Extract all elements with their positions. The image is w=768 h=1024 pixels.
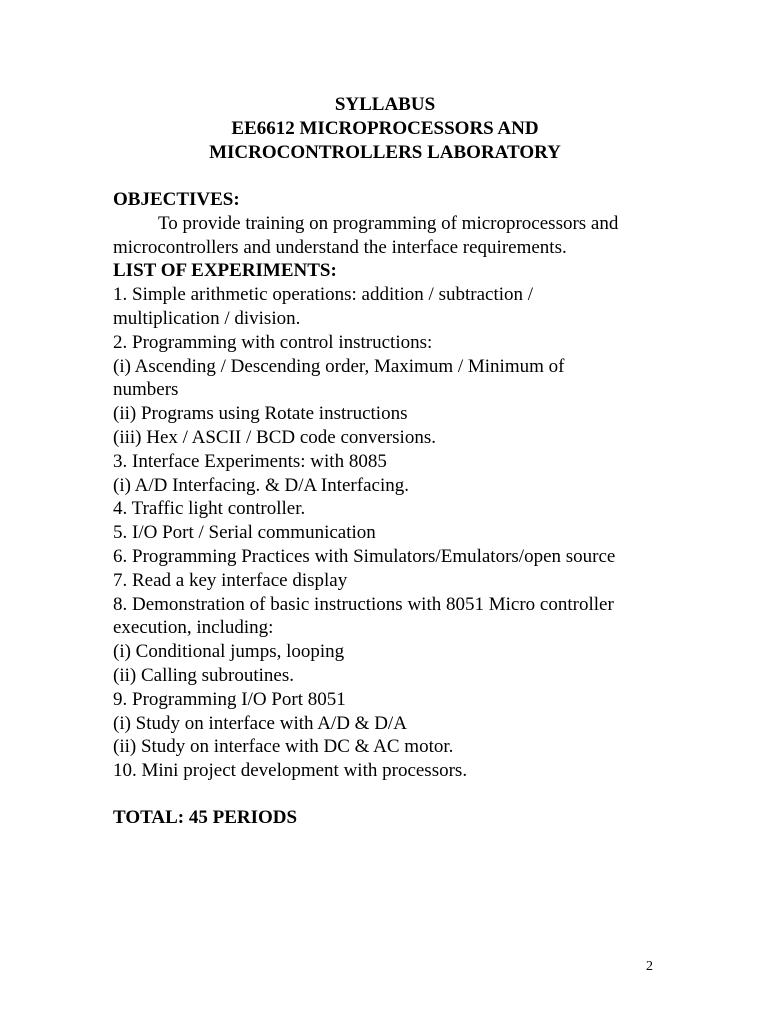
list-item: (iii) Hex / ASCII / BCD code conversions.	[113, 426, 436, 448]
list-item: 7. Read a key interface display	[113, 569, 348, 591]
list-item: execution, including:	[113, 617, 274, 639]
list-item: (i) Conditional jumps, looping	[113, 641, 345, 663]
list-item: (ii) Calling subroutines.	[113, 664, 295, 686]
list-item: multiplication / division.	[113, 307, 301, 329]
objectives-heading: OBJECTIVES:	[113, 189, 240, 210]
list-item: 6. Programming Practices with Simulators/Emulators/open source	[113, 545, 616, 567]
syllabus-content	[113, 188, 673, 783]
list-item: 4. Traffic light controller.	[113, 498, 306, 520]
list-item: 1. Simple arithmetic operations: addition / subtraction /	[113, 284, 534, 306]
title-line: SYLLABUS	[334, 94, 436, 115]
list-item: 10. Mini project development with processors.	[113, 760, 468, 782]
list-item: (ii) Study on interface with DC & AC motor.	[113, 736, 454, 758]
list-item: 2. Programming with control instructions:	[113, 331, 433, 353]
title-line: EE6612 MICROPROCESSORS AND	[231, 118, 539, 139]
total-periods: TOTAL: 45 PERIODS	[113, 807, 298, 828]
title-line: MICROCONTROLLERS LABORATORY	[209, 142, 561, 163]
objectives-line: To provide training on programming of microprocessors and	[158, 212, 619, 234]
list-item: (i) A/D Interfacing. & D/A Interfacing.	[113, 474, 409, 496]
list-item: 9. Programming I/O Port 8051	[113, 688, 346, 710]
list-item: (ii) Programs using Rotate instructions	[113, 403, 408, 425]
syllabus-title	[0, 93, 768, 165]
list-item: (i) Study on interface with A/D & D/A	[113, 712, 407, 734]
list-item: 5. I/O Port / Serial communication	[113, 522, 376, 544]
list-item: numbers	[113, 379, 179, 401]
objectives-line: microcontrollers and understand the interface requirements.	[113, 236, 567, 258]
list-item: 8. Demonstration of basic instructions with 8051 Micro controller	[113, 593, 614, 615]
list-item: 3. Interface Experiments: with 8085	[113, 450, 387, 472]
experiments-heading: LIST OF EXPERIMENTS:	[113, 260, 337, 282]
page-number: 2	[646, 959, 653, 974]
objectives-text	[113, 212, 673, 260]
experiment-list	[113, 283, 673, 783]
list-item: (i) Ascending / Descending order, Maximum / Minimum of	[113, 355, 565, 377]
